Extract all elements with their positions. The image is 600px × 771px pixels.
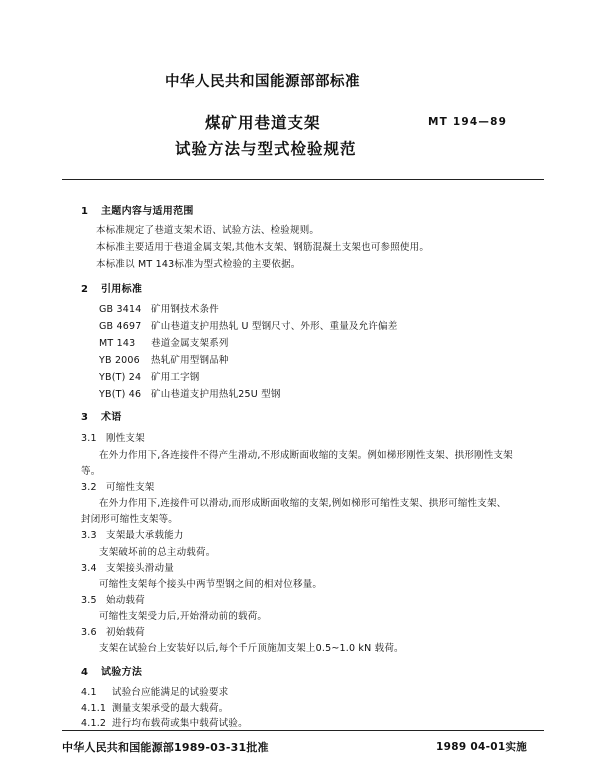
section-4-heading (81, 663, 142, 678)
section-2-heading (81, 280, 142, 295)
reference-code: YB(T) 46 (99, 389, 142, 400)
term-number: 3.2 (81, 482, 97, 493)
term-definition: 在外力作用下,连接件可以滑动,而形成断面收缩的支架,例如梯形可缩性支架、拱形可缩性支架、 (99, 498, 507, 509)
document-title-line2: 试验方法与型式检验规范 (175, 140, 357, 158)
footer-divider (62, 730, 544, 731)
reference-title: 矿用工字钢 (151, 372, 200, 383)
term-title: 支架最大承载能力 (106, 530, 184, 541)
section-title: 引用标准 (101, 284, 143, 295)
subsection-text: 进行均布载荷或集中载荷试验。 (112, 718, 248, 729)
approval-line: 中华人民共和国能源部1989-03-31批准 (62, 741, 269, 754)
section-number: 3 (81, 412, 89, 423)
subsection-item (81, 715, 248, 729)
term-number: 3.3 (81, 530, 97, 541)
reference-item (99, 352, 229, 366)
subsection-number: 4.1.1 (81, 703, 107, 714)
term-heading (81, 430, 145, 444)
subsection-text: 试验台应能满足的试验要求 (112, 687, 229, 698)
term-definition: 支架在试验台上安装好以后,每个千斤顶施加支架上0.5~1.0 kN 载荷。 (99, 643, 404, 654)
term-number: 3.1 (81, 433, 97, 444)
term-title: 可缩性支架 (106, 482, 155, 493)
implementation-date: 1989 04-01实施 (436, 741, 528, 753)
term-title: 始动载荷 (106, 595, 145, 606)
subsection-number: 4.1 (81, 687, 97, 698)
section-3-heading (81, 408, 122, 423)
term-definition: 支架破坏前的总主动载荷。 (99, 547, 216, 558)
term-number: 3.5 (81, 595, 97, 606)
term-heading (81, 527, 184, 541)
reference-code: GB 4697 (99, 321, 142, 332)
reference-title: 巷道金属支架系列 (151, 338, 229, 349)
reference-item (99, 369, 200, 383)
reference-code: YB(T) 24 (99, 372, 142, 383)
term-number: 3.6 (81, 627, 97, 638)
reference-code: MT 143 (99, 338, 136, 349)
subsection-number: 4.1.2 (81, 718, 107, 729)
reference-code: YB 2006 (99, 355, 140, 366)
term-title: 初始载荷 (106, 627, 145, 638)
term-heading (81, 624, 145, 638)
term-heading (81, 560, 174, 574)
reference-item (99, 301, 219, 315)
reference-item (99, 386, 281, 400)
section-number: 4 (81, 667, 89, 678)
term-definition: 在外力作用下,各连接件不得产生滑动,不形成断面收缩的支架。例如梯形刚性支架、拱形刚性支架 (99, 450, 513, 461)
reference-title: 矿山巷道支护用热轧25U 型钢 (151, 389, 281, 400)
reference-item (99, 335, 229, 349)
paragraph: 本标准规定了巷道支架术语、试验方法、检验规则。 (96, 225, 320, 236)
section-title: 术语 (101, 412, 122, 423)
section-1-heading (81, 202, 194, 217)
reference-code: GB 3414 (99, 304, 142, 315)
term-definition: 可缩性支架受力后,开始滑动前的载荷。 (99, 611, 268, 622)
reference-title: 热轧矿用型钢品种 (151, 355, 229, 366)
subsection-item (81, 700, 228, 714)
term-definition-continued: 封闭形可缩性支架等。 (81, 514, 179, 525)
section-title: 试验方法 (101, 667, 143, 678)
reference-title: 矿山巷道支护用热轧 U 型钢尺寸、外形、重量及允许偏差 (151, 321, 398, 332)
term-heading (81, 592, 145, 606)
term-title: 支架接头滑动量 (106, 563, 174, 574)
paragraph: 本标准以 MT 143标准为型式检验的主要依据。 (96, 259, 301, 270)
term-heading (81, 479, 155, 493)
standard-code: MT 194—89 (428, 116, 508, 128)
section-number: 2 (81, 284, 89, 295)
header-divider (62, 179, 544, 180)
subsection-text: 测量支架承受的最大载荷。 (112, 703, 229, 714)
term-definition: 可缩性支架每个接头中两节型钢之间的相对位移量。 (99, 579, 323, 590)
term-number: 3.4 (81, 563, 97, 574)
subsection-item (81, 684, 228, 698)
section-number: 1 (81, 206, 89, 217)
issuing-authority: 中华人民共和国能源部部标准 (165, 74, 360, 90)
paragraph: 本标准主要适用于巷道金属支架,其他木支架、钢筋混凝土支架也可参照使用。 (96, 242, 430, 253)
reference-title: 矿用钢技术条件 (151, 304, 219, 315)
term-definition-continued: 等。 (81, 466, 101, 477)
reference-item (99, 318, 397, 332)
document-title-line1: 煤矿用巷道支架 (205, 114, 321, 132)
section-title: 主题内容与适用范围 (101, 206, 194, 217)
term-title: 刚性支架 (106, 433, 145, 444)
